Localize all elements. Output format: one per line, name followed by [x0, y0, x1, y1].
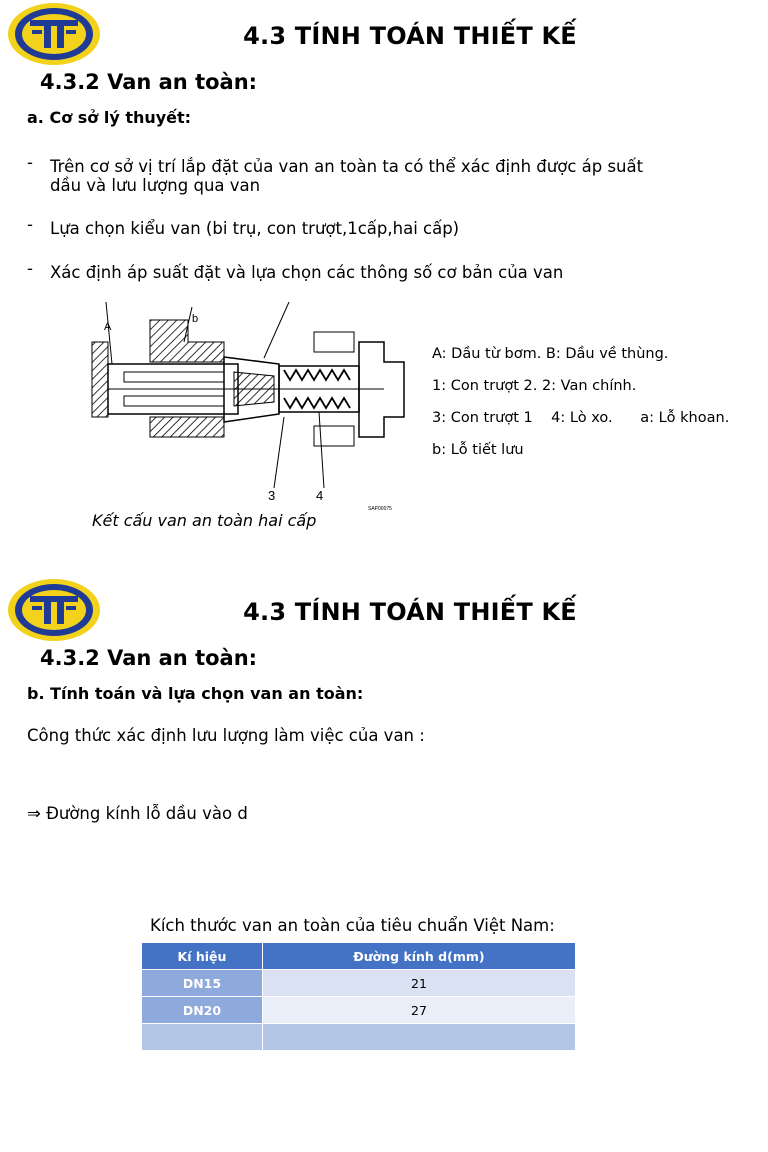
column-header: Kí hiệu — [142, 943, 263, 970]
table-cell-value: 27 — [262, 997, 575, 1024]
legend-line: 3: Con trượt 1 4: Lò xo. a: Lỗ khoan. — [432, 410, 730, 426]
bullet-list — [27, 150, 747, 308]
table-row — [142, 970, 576, 997]
table-cell-key — [142, 1024, 263, 1051]
valve-size-table — [141, 942, 576, 1051]
bullet-text: Xác định áp suất đặt và lựa chọn các thông số cơ bản của van — [50, 263, 564, 282]
university-logo — [6, 578, 102, 642]
column-header: Đường kính d(mm) — [262, 943, 575, 970]
slide-title: 4.3 TÍNH TOÁN THIẾT KẾ — [243, 22, 577, 50]
bullet-text: Trên cơ sở vị trí lắp đặt của van an toàn ta có thể xác định được áp suất — [50, 157, 644, 176]
bullet-dash: - — [27, 215, 33, 234]
table-cell-value: 21 — [262, 970, 575, 997]
bullet-item — [27, 212, 747, 246]
table-cell-key: DN20 — [142, 997, 263, 1024]
bullet-dash: - — [27, 259, 33, 278]
figure-legend — [432, 338, 729, 466]
bullet-text-continued: dầu và lưu lượng qua van — [50, 176, 261, 195]
table-cell-value — [262, 1024, 575, 1051]
label-b: b — [192, 313, 199, 325]
label-3: 3 — [268, 488, 276, 503]
slide-2 — [0, 576, 768, 1152]
bullet-item — [27, 150, 747, 198]
figure-caption: Kết cấu van an toàn hai cấp — [92, 511, 317, 530]
table-row-partial — [142, 1024, 576, 1051]
legend-line: 1: Con trượt 2. 2: Van chính. — [432, 378, 637, 394]
subsection-heading: b. Tính toán và lựa chọn van an toàn: — [27, 684, 364, 703]
table-row — [142, 997, 576, 1024]
figure-code: SAP00075 — [368, 506, 392, 512]
bullet-text: Lựa chọn kiểu van (bi trụ, con trượt,1cấp,hai cấp) — [50, 219, 460, 238]
table-title: Kích thước van an toàn của tiêu chuẩn Việt Nam: — [150, 916, 555, 935]
legend-line: b: Lỗ tiết lưu — [432, 442, 524, 458]
formula-description: Công thức xác định lưu lượng làm việc của van : — [27, 726, 425, 745]
implies-arrow-icon: ⇒ — [27, 804, 41, 823]
section-heading: 4.3.2 Van an toàn: — [40, 70, 258, 94]
subsection-heading: a. Cơ sở lý thuyết: — [27, 108, 192, 127]
bullet-item — [27, 256, 747, 290]
legend-line: A: Dầu từ bơm. B: Dầu về thùng. — [432, 346, 669, 362]
derivation-line — [27, 804, 248, 823]
label-4: 4 — [316, 488, 324, 503]
section-heading: 4.3.2 Van an toàn: — [40, 646, 258, 670]
derivation-text: Đường kính lỗ dầu vào d — [40, 804, 248, 823]
bullet-dash: - — [27, 153, 33, 172]
label-a: A — [104, 321, 112, 333]
valve-cross-section-diagram — [84, 302, 414, 512]
slide-title: 4.3 TÍNH TOÁN THIẾT KẾ — [243, 598, 577, 626]
table-header-row — [142, 943, 576, 970]
university-logo — [6, 2, 102, 66]
table-cell-key: DN15 — [142, 970, 263, 997]
